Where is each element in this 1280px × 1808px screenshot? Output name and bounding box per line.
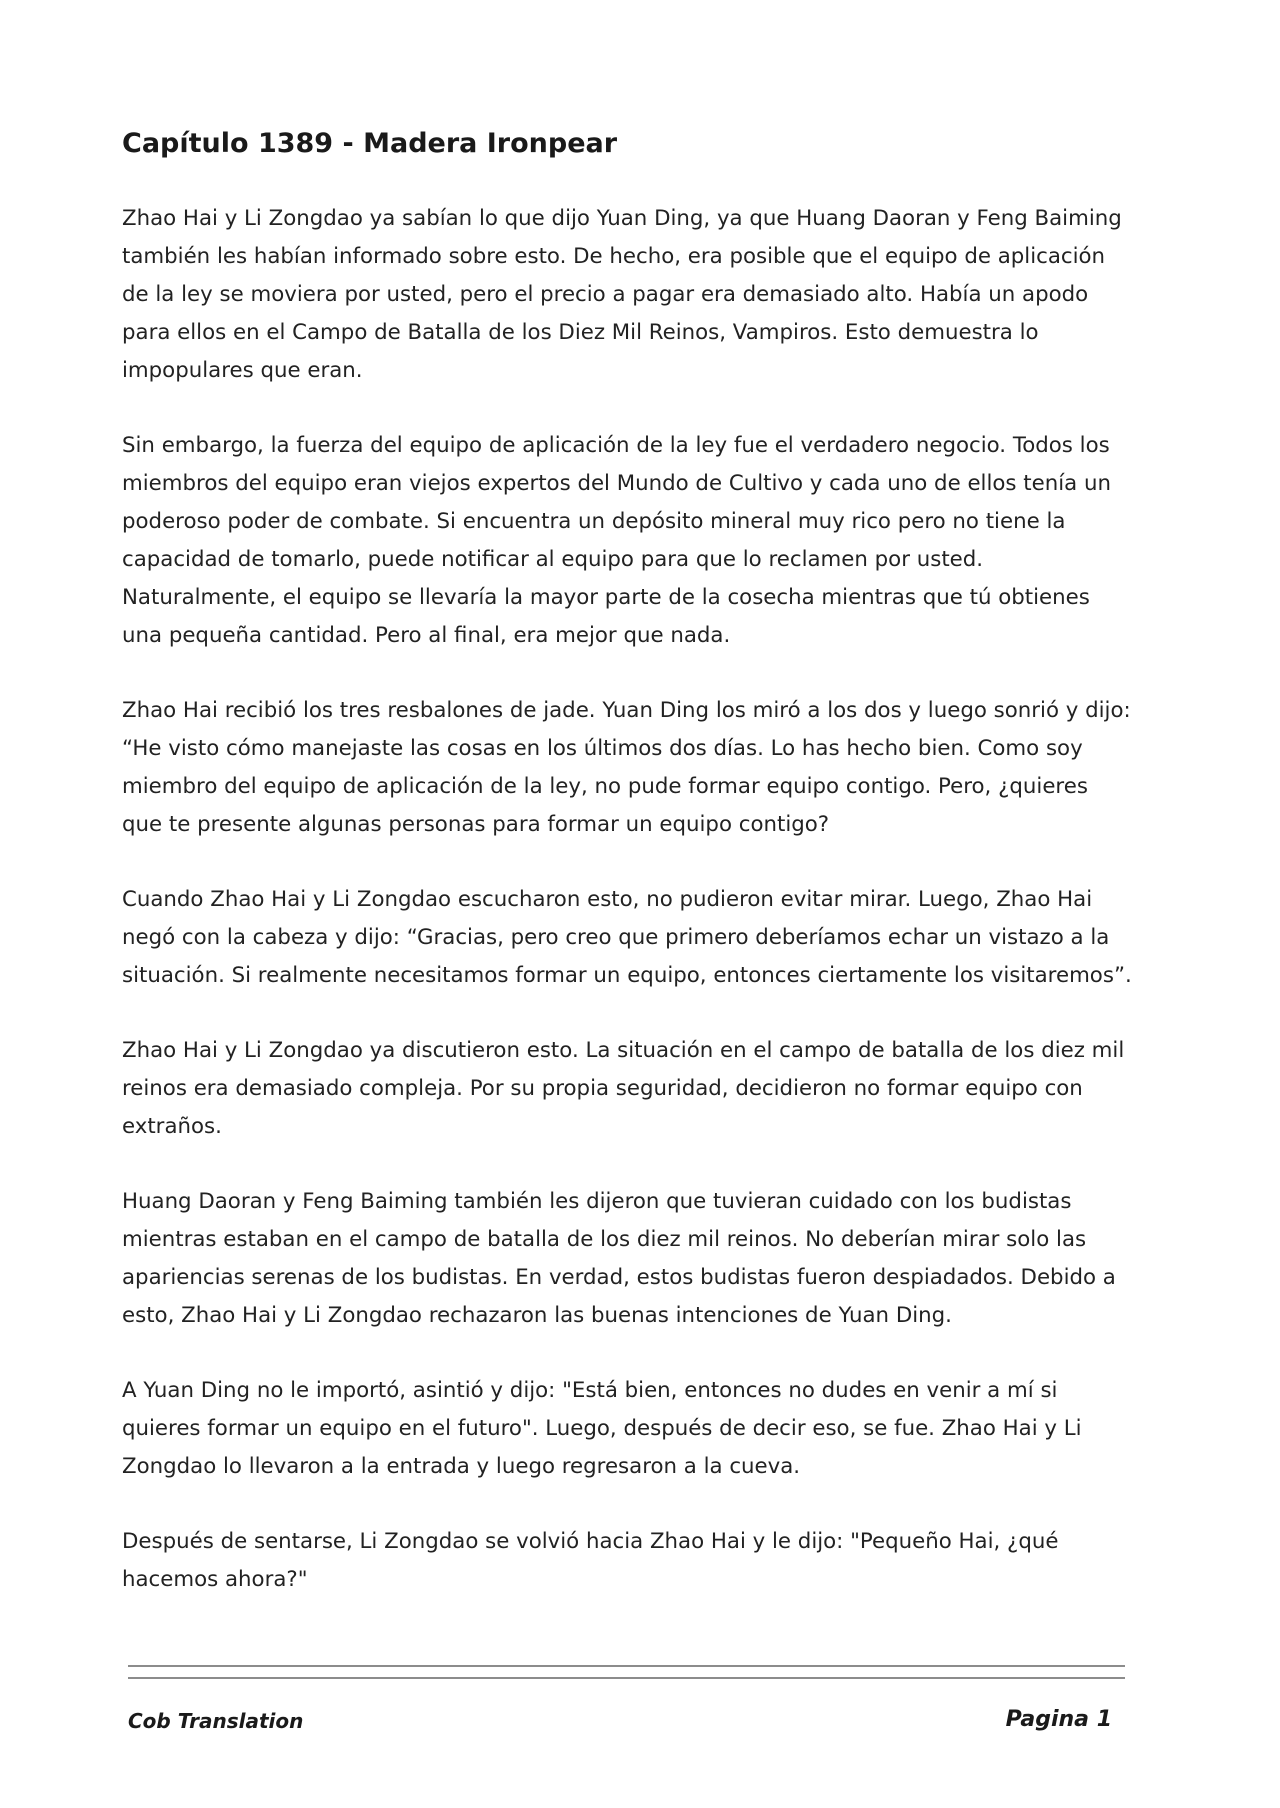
paragraph: Huang Daoran y Feng Baiming también les dijeron que tuvieran cuidado con los budistas mientras estaban en el campo de batalla de los diez mil reinos. No deberían mirar solo las apariencias serenas de los budistas. En verdad, estos budistas fueron despiadados. Debido a esto, Zhao Hai y Li Zongdao rechazaron las buenas intenciones de Yuan Ding. — [122, 1189, 1116, 1328]
chapter-body — [122, 200, 1132, 1636]
paragraph: A Yuan Ding no le importó, asintió y dijo: "Está bien, entonces no dudes en venir a mí si quieres formar un equipo en el futuro". Luego, después de decir eso, se fue. Zhao Hai y Li Zongdao lo llevaron a la entrada y luego regresaron a la cueva. — [122, 1378, 1082, 1479]
footer-translator-credit: Cob Translation — [128, 1709, 304, 1733]
paragraph: Sin embargo, la fuerza del equipo de aplicación de la ley fue el verdadero negocio. Todos los miembros del equipo eran viejos expertos del Mundo de Cultivo y cada uno de ellos tenía un poderoso poder de combate. Si encuentra un depósito mineral muy rico pero no tiene la capacidad de tomarlo, puede notificar al equipo para que lo reclamen por usted. Naturalmente, el equipo se llevaría la mayor parte de la cosecha mientras que tú obtienes una pequeña cantidad. Pero al final, era mejor que nada. — [122, 433, 1111, 648]
paragraph: Zhao Hai y Li Zongdao ya sabían lo que dijo Yuan Ding, ya que Huang Daoran y Feng Baiming también les habían informado sobre esto. De hecho, era posible que el equipo de aplicación de la ley se moviera por usted, pero el precio a pagar era demasiado alto. Había un apodo para ellos en el Campo de Batalla de los Diez Mil Reinos, Vampiros. Esto demuestra lo impopulares que eran. — [122, 206, 1122, 383]
paragraph: Después de sentarse, Li Zongdao se volvió hacia Zhao Hai y le dijo: "Pequeño Hai, ¿qué hacemos ahora?" — [122, 1529, 1059, 1592]
footer-divider-bottom — [128, 1677, 1125, 1679]
footer-page-number: Pagina 1 — [1005, 1707, 1112, 1732]
footer-divider-top — [128, 1665, 1125, 1667]
paragraph: Zhao Hai recibió los tres resbalones de jade. Yuan Ding los miró a los dos y luego sonrió y dijo: “He visto cómo manejaste las cosas en los últimos dos días. Lo has hecho bien. Como soy miembro del equipo de aplicación de la ley, no pude formar equipo contigo. Pero, ¿quieres que te presente algunas personas para formar un equipo contigo? — [122, 698, 1131, 837]
chapter-title: Capítulo 1389 - Madera Ironpear — [122, 128, 618, 159]
paragraph: Cuando Zhao Hai y Li Zongdao escucharon esto, no pudieron evitar mirar. Luego, Zhao Hai negó con la cabeza y dijo: “Gracias, pero creo que primero deberíamos echar un vistazo a la situación. Si realmente necesitamos formar un equipo, entonces ciertamente los visitaremos”. — [122, 887, 1132, 988]
paragraph: Zhao Hai y Li Zongdao ya discutieron esto. La situación en el campo de batalla de los diez mil reinos era demasiado compleja. Por su propia seguridad, decidieron no formar equipo con extraños. — [122, 1038, 1125, 1139]
